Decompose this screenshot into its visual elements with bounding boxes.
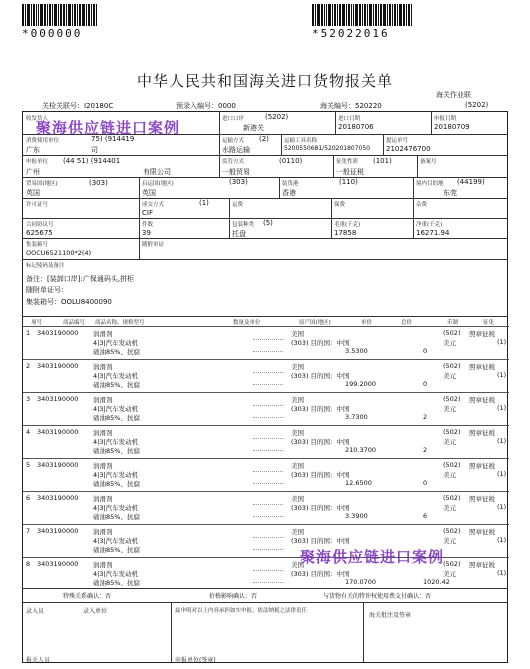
terms-code: (1) xyxy=(199,199,209,207)
item-origin: 美国 xyxy=(291,561,304,569)
qty-dotted-line xyxy=(253,417,283,418)
item-spec-2: 础油85%、抗腐 xyxy=(93,513,140,521)
net-value: 16271.94 xyxy=(416,229,450,237)
item-currency-name: 美元 xyxy=(443,504,456,512)
qty-dotted-line xyxy=(253,537,283,538)
document-title: 中华人民共和国海关进口货物报关单 xyxy=(136,72,393,90)
item-total: 2 xyxy=(423,446,428,454)
origin-country-code: (303) xyxy=(229,178,248,186)
consumer-name: 广东 xyxy=(26,146,40,154)
transit-port-name: 香港 xyxy=(282,189,296,197)
qty-dotted-line xyxy=(253,351,283,352)
table-row xyxy=(23,491,509,525)
insurance-label: 保费 xyxy=(334,202,346,208)
container-value: OOCU6521100*2(4) xyxy=(26,249,92,257)
item-total: 0 xyxy=(423,347,428,355)
declarant-suffix: 有限公司 xyxy=(143,168,171,176)
page-code: (5202) xyxy=(465,101,489,109)
item-name: 润滑剂 xyxy=(93,528,113,536)
item-origin: 美国 xyxy=(291,330,304,338)
col-name: 商品名称、规格型号 xyxy=(95,320,145,326)
item-levy-code: (1) xyxy=(497,503,507,511)
gross-value: 17858 xyxy=(334,229,357,237)
item-levy: 照章征税 xyxy=(469,528,495,536)
misc-label: 杂费 xyxy=(416,202,428,208)
item-dest: (303) 目的国：中国 xyxy=(291,405,350,413)
item-no: 4 xyxy=(26,428,31,436)
item-name: 润滑剂 xyxy=(93,495,113,503)
qty-dotted-line xyxy=(253,516,283,517)
item-dest: (303) 目的国：中国 xyxy=(291,570,350,578)
item-dest: (303) 目的国：中国 xyxy=(291,438,350,446)
supervision-name: 一般贸易 xyxy=(222,168,250,176)
table-row xyxy=(23,425,509,459)
trade-country-label: 贸易国(地区) xyxy=(26,181,58,187)
trade-country-code: (303) xyxy=(89,179,108,187)
declaration-form xyxy=(22,111,508,663)
record-no: 预录入编号：0000 xyxy=(176,102,236,110)
item-no: 6 xyxy=(26,494,31,502)
col-currency: 币制 xyxy=(447,320,459,326)
item-spec-1: 4|3|汽车发动机 xyxy=(93,471,139,479)
declarant-person-label: 报关人员 xyxy=(26,657,51,664)
item-spec-2: 础油85%、抗腐 xyxy=(93,348,140,356)
item-levy-code: (1) xyxy=(497,437,507,445)
trade-country-name: 英国 xyxy=(26,189,40,197)
item-price: 170.0700 xyxy=(345,578,377,586)
item-levy: 照章征税 xyxy=(469,561,495,569)
item-no: 5 xyxy=(26,461,31,469)
freight-label: 运费 xyxy=(232,202,244,208)
license-label: 许可证号 xyxy=(26,202,49,208)
item-name: 润滑剂 xyxy=(93,462,113,470)
item-levy-code: (1) xyxy=(497,404,507,412)
import-port-name: 新港关 xyxy=(243,124,264,132)
item-levy: 照章征税 xyxy=(469,462,495,470)
item-levy: 照章征税 xyxy=(469,495,495,503)
item-code: 3403190000 xyxy=(37,428,79,436)
item-spec-1: 4|3|汽车发动机 xyxy=(93,504,139,512)
qty-dotted-line xyxy=(253,570,283,571)
transport-mode-value: (2) xyxy=(259,135,269,143)
bol-value: 2102476700 xyxy=(386,145,431,153)
price-influence: 价格影响确认：否 xyxy=(209,593,258,600)
transport-mode-name: 水路运输 xyxy=(222,146,250,154)
col-total: 总价 xyxy=(401,320,413,326)
barcode-right xyxy=(312,4,413,26)
qty-dotted-line xyxy=(253,438,283,439)
consumer-suffix: 司 xyxy=(91,146,98,154)
item-origin: 美国 xyxy=(291,363,304,371)
item-currency-code: (502) xyxy=(443,560,461,568)
item-name: 润滑剂 xyxy=(93,330,113,338)
table-row xyxy=(23,392,509,426)
pieces-label: 件数 xyxy=(142,222,154,228)
container-label: 集装箱号 xyxy=(26,242,49,248)
record-no-label: 备案号 xyxy=(420,159,437,165)
declare-date-value: 20180709 xyxy=(434,123,470,131)
customs-sign-label: 海关批注及签章 xyxy=(369,612,412,619)
contract-label: 合同协议号 xyxy=(26,222,54,228)
qty-dotted-line xyxy=(253,504,283,505)
item-currency-name: 美元 xyxy=(443,570,456,578)
item-code: 3403190000 xyxy=(37,461,79,469)
item-price: 210.3700 xyxy=(345,446,377,454)
customs-no: 海关编号：520220 xyxy=(320,102,382,110)
item-name: 润滑剂 xyxy=(93,363,113,371)
declarant-sign-label: 申报单位(签章) xyxy=(175,657,216,664)
item-currency-code: (502) xyxy=(443,395,461,403)
net-label: 净重(千克) xyxy=(416,222,443,228)
col-levy: 征免 xyxy=(483,320,495,326)
consumer-label: 消费使用单位 xyxy=(26,138,60,144)
consignee-label: 收发货人 xyxy=(26,116,49,122)
item-no: 1 xyxy=(26,329,31,337)
item-no: 3 xyxy=(26,395,31,403)
item-levy-code: (1) xyxy=(497,470,507,478)
col-qty: 数量及单位 xyxy=(233,320,261,326)
item-currency-name: 美元 xyxy=(443,537,456,545)
qty-dotted-line xyxy=(253,549,283,550)
item-currency-name: 美元 xyxy=(443,438,456,446)
item-total: 2 xyxy=(423,413,428,421)
levy-code: (101) xyxy=(373,157,392,165)
item-no: 7 xyxy=(26,527,31,535)
item-total: 6 xyxy=(423,512,428,520)
item-spec-1: 4|3|汽车发动机 xyxy=(93,339,139,347)
entry-unit-label: 录入单位 xyxy=(83,608,108,615)
col-code: 商品编号 xyxy=(63,320,86,326)
remark-line-1: 备注：[装卸口岸]:广保通码头,拼柜 xyxy=(26,275,135,283)
item-spec-2: 础油85%、抗腐 xyxy=(93,546,140,554)
barcode-right-text: *52022016 xyxy=(312,27,390,40)
table-row xyxy=(23,359,509,393)
item-origin: 美国 xyxy=(291,429,304,437)
item-spec-1: 4|3|汽车发动机 xyxy=(93,570,139,578)
item-currency-code: (502) xyxy=(443,362,461,370)
table-row xyxy=(23,458,509,492)
item-currency-name: 美元 xyxy=(443,372,456,380)
item-currency-code: (502) xyxy=(443,527,461,535)
item-dest: (303) 目的国：中国 xyxy=(291,504,350,512)
barcode-left xyxy=(22,4,98,26)
item-spec-1: 4|3|汽车发动机 xyxy=(93,405,139,413)
item-spec-2: 础油85%、抗腐 xyxy=(93,579,140,587)
item-spec-1: 4|3|汽车发动机 xyxy=(93,537,139,545)
remark-line-2: 随附单证号： xyxy=(26,286,68,294)
transport-mode-label: 运输方式 xyxy=(222,138,245,144)
import-port-value: (5202) xyxy=(265,113,289,121)
item-code: 3403190000 xyxy=(37,362,79,370)
barcode-left-text: *000000 xyxy=(22,27,83,40)
transit-port-code: (110) xyxy=(339,178,358,186)
item-spec-2: 础油85%、抗腐 xyxy=(93,381,140,389)
origin-country-name: 英国 xyxy=(142,189,156,197)
item-origin: 美国 xyxy=(291,528,304,536)
table-row xyxy=(23,326,509,360)
remark-line-3: 集装箱号：OOLU8400090 xyxy=(26,298,112,306)
docs-label: 随附单证 xyxy=(142,242,165,248)
item-origin: 美国 xyxy=(291,495,304,503)
gross-label: 毛重(千克) xyxy=(334,222,361,228)
item-code: 3403190000 xyxy=(37,527,79,535)
transport-tool-value: 5200550681/520201807050 xyxy=(284,145,371,152)
qty-dotted-line xyxy=(253,471,283,472)
item-currency-code: (502) xyxy=(443,461,461,469)
document-subtitle: 海关作业联 xyxy=(436,91,471,99)
item-origin: 美国 xyxy=(291,462,304,470)
col-no: 项号 xyxy=(31,320,43,326)
item-spec-2: 础油85%、抗腐 xyxy=(93,480,140,488)
item-name: 润滑剂 xyxy=(93,396,113,404)
item-currency-name: 美元 xyxy=(443,339,456,347)
watermark: 聚海供应链进口案例 xyxy=(300,548,445,566)
import-date-label: 进口日期 xyxy=(338,116,361,122)
import-date-value: 20180706 xyxy=(338,123,374,131)
item-dest: (303) 目的国：中国 xyxy=(291,339,350,347)
item-spec-1: 4|3|汽车发动机 xyxy=(93,438,139,446)
item-currency-name: 美元 xyxy=(443,471,456,479)
qty-dotted-line xyxy=(253,405,283,406)
item-total: 1020.42 xyxy=(423,578,450,586)
qty-dotted-line xyxy=(253,339,283,340)
declarant-code: (44 51) (914401 xyxy=(63,157,121,165)
qty-dotted-line xyxy=(253,384,283,385)
package-code: (5) xyxy=(263,219,273,227)
entry-person-label: 录入员 xyxy=(26,608,45,615)
item-dest: (303) 目的国：中国 xyxy=(291,471,350,479)
origin-country-label: 启运国(地区) xyxy=(142,181,174,187)
item-levy-code: (1) xyxy=(497,338,507,346)
transit-port-label: 装货港 xyxy=(282,181,299,187)
item-levy-code: (1) xyxy=(497,371,507,379)
item-levy: 照章征税 xyxy=(469,330,495,338)
special-relation: 特殊关系确认：否 xyxy=(63,593,112,600)
item-spec-2: 础油85%、抗腐 xyxy=(93,414,140,422)
item-code: 3403190000 xyxy=(37,560,79,568)
item-currency-name: 美元 xyxy=(443,405,456,413)
import-port-label: 进口口岸 xyxy=(222,116,245,122)
item-levy: 照章征税 xyxy=(469,396,495,404)
royalty-confirm: 与货物有关的特许权使用费支付确认：否 xyxy=(323,593,432,600)
declarant-name: 广州 xyxy=(26,168,40,176)
item-spec-2: 础油85%、抗腐 xyxy=(93,447,140,455)
item-levy: 照章征税 xyxy=(469,429,495,437)
package-label: 包装种类 xyxy=(232,222,255,228)
terms-label: 成交方式 xyxy=(142,202,165,208)
bol-label: 提运单号 xyxy=(386,138,409,144)
item-no: 2 xyxy=(26,362,31,370)
item-code: 3403190000 xyxy=(37,329,79,337)
item-price: 199.2000 xyxy=(345,380,377,388)
supervision-code: (0110) xyxy=(279,157,303,165)
item-dest: (303) 目的国：中国 xyxy=(291,372,350,380)
item-levy-code: (1) xyxy=(497,569,507,577)
qty-dotted-line xyxy=(253,582,283,583)
item-code: 3403190000 xyxy=(37,395,79,403)
pieces-value: 39 xyxy=(142,229,151,237)
contract-value: 625675 xyxy=(26,229,53,237)
item-price: 3.3900 xyxy=(345,512,368,520)
item-currency-code: (502) xyxy=(443,494,461,502)
item-total: 0 xyxy=(423,380,428,388)
col-price: 单价 xyxy=(361,320,373,326)
transport-tool-label: 运输工具名称 xyxy=(284,138,318,144)
dest-code: (44199) xyxy=(457,178,485,186)
item-code: 3403190000 xyxy=(37,494,79,502)
item-no: 8 xyxy=(26,560,31,568)
item-currency-code: (502) xyxy=(443,428,461,436)
qty-dotted-line xyxy=(253,483,283,484)
item-currency-code: (502) xyxy=(443,329,461,337)
levy-name: 一般征税 xyxy=(336,168,364,176)
item-origin: 美国 xyxy=(291,396,304,404)
item-levy: 照章征税 xyxy=(469,363,495,371)
col-origin: 原产国(地区) xyxy=(299,320,331,326)
pre-entry-no: 关检关联号：I20180C xyxy=(42,102,114,110)
item-name: 润滑剂 xyxy=(93,429,113,437)
item-name: 润滑剂 xyxy=(93,561,113,569)
item-price: 12.6500 xyxy=(345,479,372,487)
consumer-code: 75) (914419 xyxy=(91,135,135,143)
qty-dotted-line xyxy=(253,372,283,373)
declarant-label: 申报单位 xyxy=(26,159,49,165)
legal-statement: 兹申明对以上内容承担如实申报、依法纳税之法律责任 xyxy=(175,608,308,614)
item-total: 0 xyxy=(423,479,428,487)
terms-name: CIF xyxy=(142,209,153,217)
marks-label: 标记唛码及备注 xyxy=(26,263,65,269)
supervision-label: 监管方式 xyxy=(222,159,245,165)
dest-name: 东莞 xyxy=(443,189,457,197)
package-name: 托盘 xyxy=(232,230,246,238)
declare-date-label: 申报日期 xyxy=(434,116,457,122)
qty-dotted-line xyxy=(253,450,283,451)
watermark: 聚海供应链进口案例 xyxy=(36,119,181,137)
item-spec-1: 4|3|汽车发动机 xyxy=(93,372,139,380)
item-dest: (303) 目的国：中国 xyxy=(291,537,350,545)
item-price: 3.7300 xyxy=(345,413,368,421)
item-levy-code: (1) xyxy=(497,536,507,544)
dest-label: 境内目的地 xyxy=(416,181,444,187)
levy-label: 征免性质 xyxy=(336,159,359,165)
item-price: 3.5300 xyxy=(345,347,368,355)
